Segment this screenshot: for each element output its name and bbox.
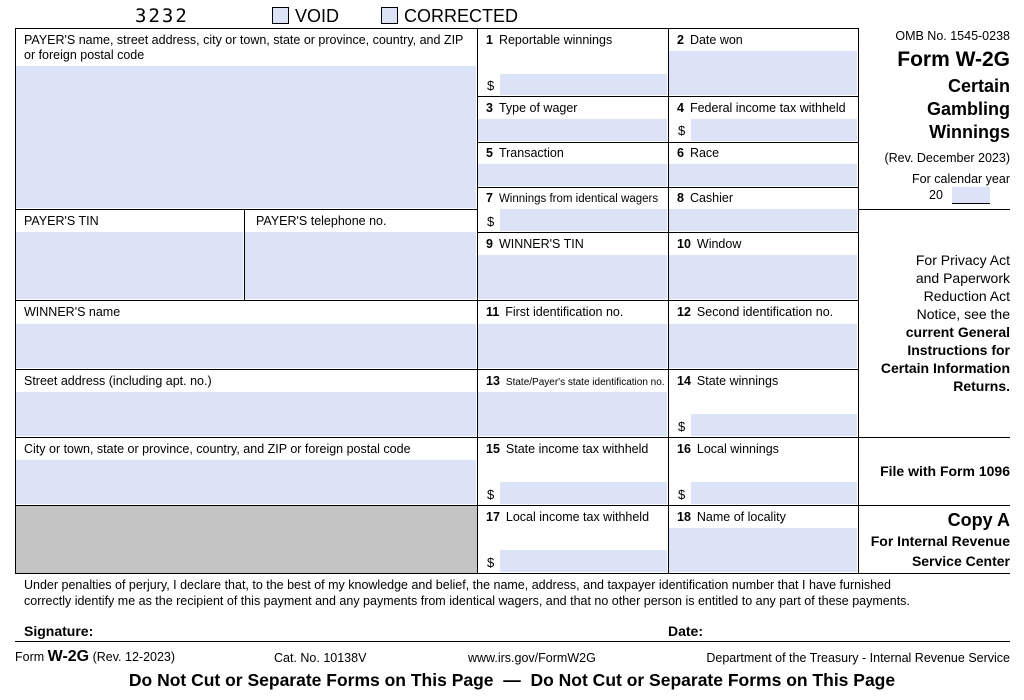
city-label: City or town, state or province, country, and ZIP or foreign postal code	[24, 442, 411, 456]
form-top-border	[15, 28, 858, 29]
box5-label: 5 Transaction	[486, 146, 564, 160]
box14-label: 14 State winnings	[677, 374, 779, 388]
box2-input[interactable]	[669, 51, 857, 95]
omb-number: OMB No. 1545-0238	[895, 29, 1010, 43]
box14-dollar: $	[678, 419, 686, 434]
payer-tin-input[interactable]	[16, 232, 243, 299]
box18-input[interactable]	[669, 528, 857, 572]
footer-url: www.irs.gov/FormW2G	[468, 651, 596, 665]
box8-input[interactable]	[669, 209, 857, 231]
box18-label: 18 Name of locality	[677, 510, 786, 524]
box16-dollar: $	[678, 487, 686, 502]
year-prefix: 20	[929, 188, 943, 202]
footer-cat: Cat. No. 10138V	[274, 651, 367, 665]
calendar-year-label: For calendar year	[912, 172, 1010, 186]
box11-label: 11 First identification no.	[486, 305, 624, 319]
box8-label: 8 Cashier	[677, 191, 734, 205]
footer-dept: Department of the Treasury - Internal Revenue Service	[706, 651, 1010, 665]
box17-label: 17 Local income tax withheld	[486, 510, 650, 524]
year-input[interactable]	[952, 187, 990, 204]
payer-phone-label: PAYER'S telephone no.	[256, 214, 387, 228]
corrected-label: CORRECTED	[404, 6, 519, 26]
void-checkbox[interactable]	[272, 7, 289, 24]
box1-dollar: $	[487, 78, 495, 93]
box6-input[interactable]	[669, 164, 857, 186]
payer-tin-label: PAYER'S TIN	[24, 214, 99, 228]
box2-label: 2 Date won	[677, 33, 743, 47]
date-input[interactable]	[712, 620, 1002, 640]
perjury-statement: Under penalties of perjury, I declare that, to the best of my knowledge and belief, the name, address, and taxpayer identification number that I have furnished correctly identify me as the recipient of this payment and any payments from identical wagers, and that no other person is entitled to any part of these payments.	[24, 578, 910, 608]
box13-input[interactable]	[478, 392, 667, 436]
box14-input[interactable]	[691, 414, 857, 436]
revision: (Rev. December 2023)	[884, 151, 1010, 165]
void-label: VOID	[295, 6, 340, 26]
void-option[interactable]	[272, 6, 339, 27]
date-label: Date:	[668, 623, 704, 639]
city-input[interactable]	[16, 460, 476, 504]
winner-name-label: WINNER'S name	[24, 305, 121, 319]
box12-label: 12 Second identification no.	[677, 305, 834, 319]
box17-input[interactable]	[500, 550, 667, 572]
file-with-form: File with Form 1096	[880, 463, 1010, 479]
box7-dollar: $	[487, 214, 495, 229]
signature-label: Signature:	[24, 623, 94, 639]
signature-input[interactable]	[104, 620, 654, 640]
box3-input[interactable]	[478, 119, 667, 141]
box1-input[interactable]	[500, 74, 667, 95]
box11-input[interactable]	[478, 324, 667, 368]
box16-label: 16 Local winnings	[677, 442, 779, 456]
box5-input[interactable]	[478, 164, 667, 186]
box13-label: 13 State/Payer's state identification no.	[486, 374, 665, 388]
copy-label: Copy A	[947, 510, 1010, 530]
box1-label: 1 Reportable winnings	[486, 33, 613, 47]
box10-label: 10 Window	[677, 237, 742, 251]
corrected-checkbox[interactable]	[381, 7, 398, 24]
street-input[interactable]	[16, 392, 476, 436]
box9-label: 9 WINNER'S TIN	[486, 237, 584, 251]
payer-name-label: PAYER'S name, street address, city or town, state or province, country, and ZIP or foreign postal code	[24, 33, 464, 62]
box17-dollar: $	[487, 555, 495, 570]
payer-phone-input[interactable]	[245, 232, 476, 299]
winner-name-input[interactable]	[16, 324, 476, 368]
form-title: Form W-2G	[897, 48, 1010, 71]
box4-dollar: $	[678, 123, 686, 138]
street-label: Street address (including apt. no.)	[24, 374, 212, 388]
corrected-option[interactable]	[381, 6, 518, 27]
box15-input[interactable]	[500, 482, 667, 504]
box15-dollar: $	[487, 487, 495, 502]
copy-for-line-1: For Internal Revenue	[870, 533, 1010, 549]
box12-input[interactable]	[669, 324, 857, 368]
box7-input[interactable]	[500, 209, 667, 231]
box9-input[interactable]	[478, 255, 667, 299]
title-line-3: Winnings	[929, 122, 1010, 142]
copy-for-line-2: Service Center	[911, 553, 1010, 569]
form-code: 3232	[135, 5, 189, 27]
privacy-notice: For Privacy Act and Paperwork Reduction Act Notice, see the current General Instructions for Certain Information Returns.	[880, 252, 1010, 394]
box16-input[interactable]	[691, 482, 857, 504]
shaded-area	[16, 506, 477, 573]
box7-label: 7 Winnings from identical wagers	[486, 191, 659, 205]
box3-label: 3 Type of wager	[486, 101, 578, 115]
box6-label: 6 Race	[677, 146, 720, 160]
footer-form: Form W-2G (Rev. 12-2023)	[15, 648, 176, 665]
box15-label: 15 State income tax withheld	[486, 442, 649, 456]
cut-notice: Do Not Cut or Separate Forms on This Page — Do Not Cut or Separate Forms on This Page	[128, 670, 896, 690]
box4-label: 4 Federal income tax withheld	[677, 101, 846, 115]
title-line-2: Gambling	[926, 99, 1010, 119]
box4-input[interactable]	[691, 119, 857, 141]
box10-input[interactable]	[669, 255, 857, 299]
payer-name-input[interactable]	[16, 66, 476, 208]
title-line-1: Certain	[947, 76, 1010, 96]
